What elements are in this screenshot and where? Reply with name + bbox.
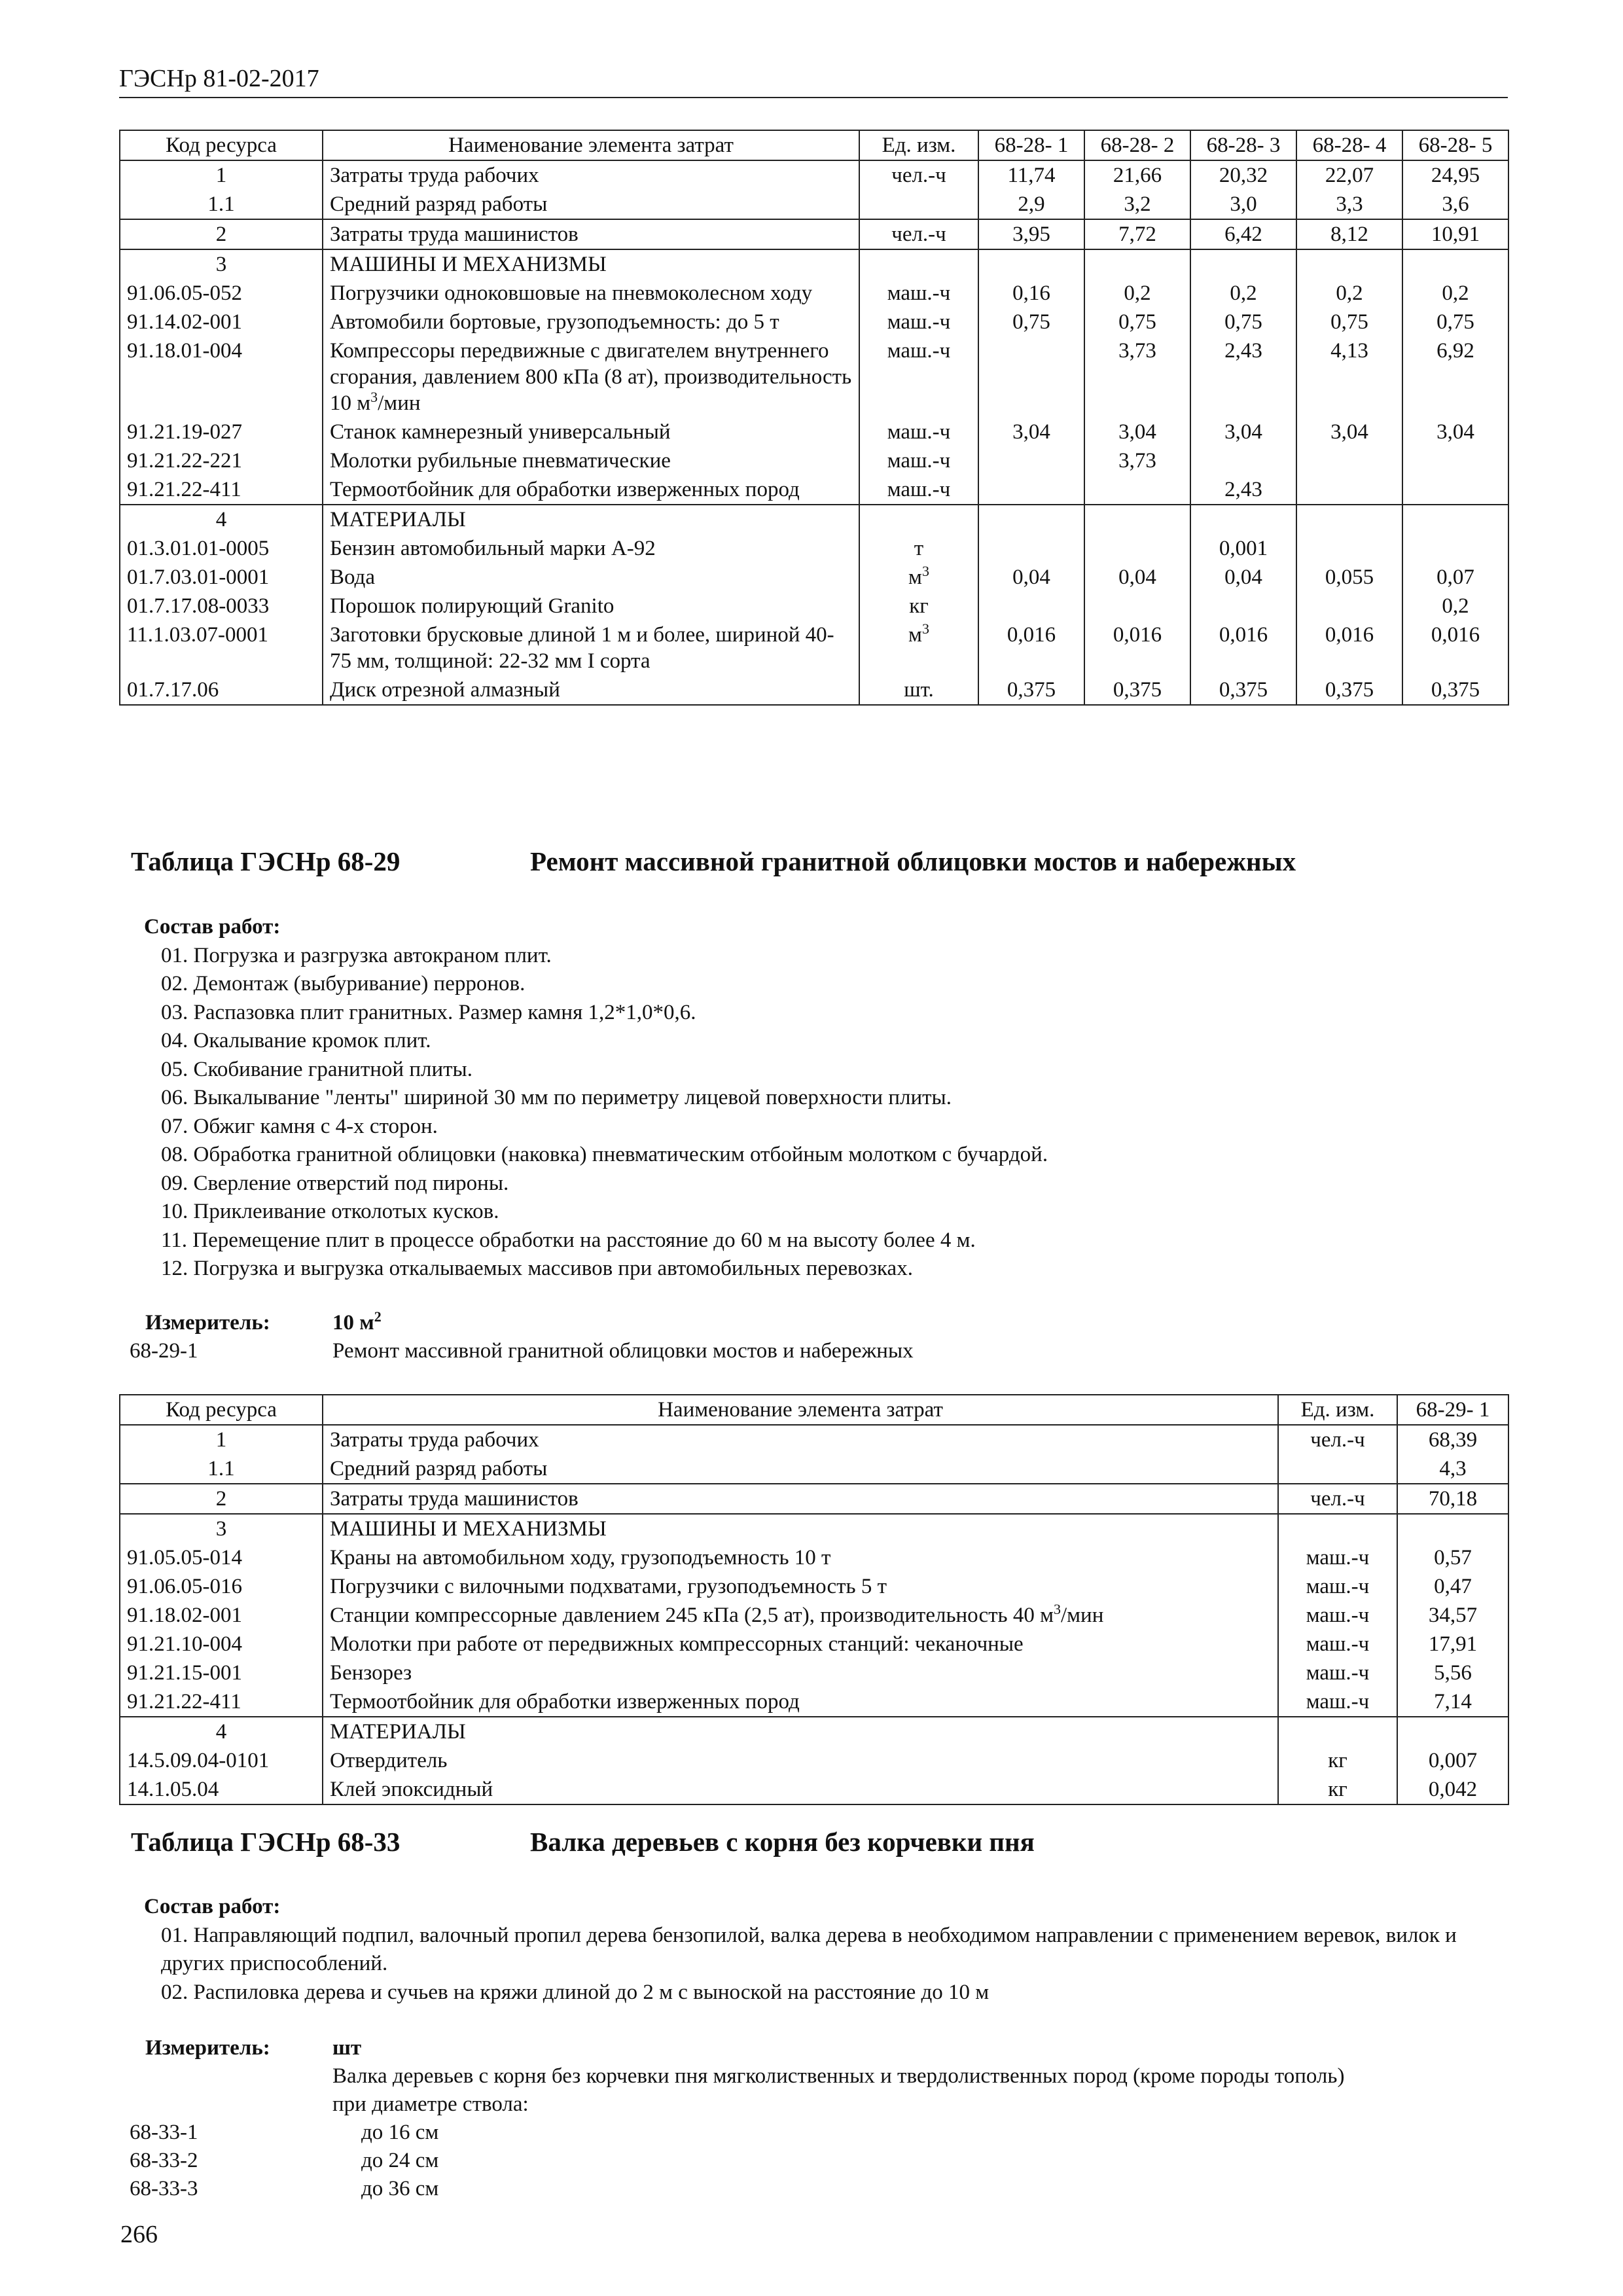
unit <box>859 505 978 534</box>
column-header: Наименование элемента затрат <box>323 1395 1278 1425</box>
norm-value: 2,9 <box>978 190 1084 219</box>
unit <box>859 249 978 279</box>
works-heading: Состав работ: <box>144 1895 281 1918</box>
unit <box>1278 1454 1397 1484</box>
norm-value: 0,016 <box>1190 620 1296 675</box>
meter-unit: 10 $м^2$ <box>332 1308 382 1335</box>
meter-block-68-29 <box>0 1309 1623 1368</box>
norm-value <box>1296 475 1402 505</box>
work-step: 02. Демонтаж (выбуривание) перронов. <box>161 972 526 996</box>
resource-code: 91.06.05-052 <box>120 279 323 308</box>
norm-value: 3,2 <box>1084 190 1190 219</box>
norm-value: 4,3 <box>1397 1454 1508 1484</box>
norm-value: 6,92 <box>1402 336 1508 418</box>
norm-value <box>1402 475 1508 505</box>
meter-block-68-33 <box>0 2034 1623 2204</box>
norm-value: 0,2 <box>1402 592 1508 620</box>
work-step: 10. Приклеивание отколотых кусков. <box>161 1200 499 1223</box>
table-row <box>120 336 1508 418</box>
cost-element-name: Средний разряд работы <box>323 190 859 219</box>
norm-value <box>1397 1717 1508 1746</box>
norm-value: 8,12 <box>1296 219 1402 249</box>
resource-code: 01.7.17.08-0033 <box>120 592 323 620</box>
norm-value <box>1084 475 1190 505</box>
cost-element-name: Порошок полирующий Granito <box>323 592 859 620</box>
norm-value <box>1402 249 1508 279</box>
resource-code: 1.1 <box>120 190 323 219</box>
cost-element-name: Погрузчики с вилочными подхватами, грузоподъемность 5 т <box>323 1572 1278 1601</box>
resource-table-68-29 <box>119 1394 1509 1805</box>
norm-value: 0,375 <box>1296 675 1402 705</box>
norm-description: до 16 см <box>361 2121 439 2144</box>
norm-value: 0,001 <box>1190 534 1296 563</box>
norm-value <box>1190 249 1296 279</box>
meter-unit: шт <box>332 2036 362 2060</box>
cost-element-name: МАТЕРИАЛЫ <box>323 505 859 534</box>
table-row <box>120 308 1508 336</box>
norm-value: 0,016 <box>1296 620 1402 675</box>
norm-value: 70,18 <box>1397 1484 1508 1514</box>
unit <box>1278 1514 1397 1543</box>
norm-value <box>1190 505 1296 534</box>
norm-intro-continued: при диаметре ствола: <box>332 2092 529 2116</box>
norm-value: 3,0 <box>1190 190 1296 219</box>
norm-intro: Валка деревьев с корня без корчевки пня мягколиственных и твердолиственных пород (кроме породы тополь) <box>332 2064 1345 2088</box>
norm-value: 0,2 <box>1402 279 1508 308</box>
table-row <box>120 475 1508 505</box>
norm-value: 0,2 <box>1296 279 1402 308</box>
norm-value: 21,66 <box>1084 160 1190 190</box>
work-step: 07. Обжиг камня с 4-х сторон. <box>161 1114 438 1138</box>
unit: чел.-ч <box>859 160 978 190</box>
norm-value: 5,56 <box>1397 1659 1508 1687</box>
unit: чел.-ч <box>859 219 978 249</box>
norm-value: 3,73 <box>1084 446 1190 475</box>
unit <box>859 190 978 219</box>
norm-value: 0,07 <box>1402 563 1508 592</box>
running-header <box>119 64 1508 98</box>
norm-value: 2,43 <box>1190 336 1296 418</box>
table-number: Таблица ГЭСНр 68-29 <box>131 846 401 876</box>
cost-element-name: Станок камнерезный универсальный <box>323 418 859 446</box>
resource-code: 91.14.02-001 <box>120 308 323 336</box>
norm-description: Ремонт массивной гранитной облицовки мостов и набережных <box>332 1339 914 1363</box>
unit: маш.-ч <box>859 336 978 418</box>
resource-code: 11.1.03.07-0001 <box>120 620 323 675</box>
norm-value <box>1190 592 1296 620</box>
column-header: 68-28- 3 <box>1190 130 1296 160</box>
cost-element-name: Диск отрезной алмазный <box>323 675 859 705</box>
section-title-68-29 <box>131 846 1296 877</box>
cost-element-name: Молотки рубильные пневматические <box>323 446 859 475</box>
unit: маш.-ч <box>859 446 978 475</box>
unit: чел.-ч <box>1278 1484 1397 1514</box>
resource-code: 01.7.03.01-0001 <box>120 563 323 592</box>
column-header: Наименование элемента затрат <box>323 130 859 160</box>
norm-value: 0,04 <box>1190 563 1296 592</box>
table-header-row <box>120 1395 1508 1425</box>
norm-value <box>1084 534 1190 563</box>
work-step: 12. Погрузка и выгрузка откалываемых массивов при автомобильных перевозках. <box>161 1257 913 1280</box>
norm-value: 3,73 <box>1084 336 1190 418</box>
resource-code: 91.21.22-411 <box>120 475 323 505</box>
table-number: Таблица ГЭСНр 68-33 <box>131 1827 401 1857</box>
norm-value <box>1190 446 1296 475</box>
norm-value: 3,95 <box>978 219 1084 249</box>
norm-value: 17,91 <box>1397 1630 1508 1659</box>
norm-value: 0,04 <box>1084 563 1190 592</box>
unit: $м^3$ <box>859 620 978 675</box>
column-header: Код ресурса <box>120 1395 323 1425</box>
norm-value: 0,016 <box>1084 620 1190 675</box>
norm-value: 0,2 <box>1190 279 1296 308</box>
norm-value: 0,75 <box>1402 308 1508 336</box>
resource-code: 1.1 <box>120 1454 323 1484</box>
unit: маш.-ч <box>859 475 978 505</box>
norm-value: 0,75 <box>1084 308 1190 336</box>
norm-code: 68-29-1 <box>130 1339 198 1363</box>
norm-value <box>1296 505 1402 534</box>
norm-value: 0,47 <box>1397 1572 1508 1601</box>
cost-element-name: Термоотбойник для обработки изверженных пород <box>323 1687 1278 1717</box>
cost-element-name: МАШИНЫ И МЕХАНИЗМЫ <box>323 249 859 279</box>
resource-code: 2 <box>120 1484 323 1514</box>
resource-code: 91.06.05-016 <box>120 1572 323 1601</box>
norm-value: 4,13 <box>1296 336 1402 418</box>
cost-element-name: МАТЕРИАЛЫ <box>323 1717 1278 1746</box>
cost-element-name: Затраты труда рабочих <box>323 160 859 190</box>
cost-element-name: Краны на автомобильном ходу, грузоподъемность 10 т <box>323 1543 1278 1572</box>
table-row <box>120 418 1508 446</box>
norm-value <box>1296 534 1402 563</box>
norm-description: до 24 см <box>361 2149 439 2172</box>
unit: кг <box>859 592 978 620</box>
table-row <box>120 1775 1508 1804</box>
cost-element-name: Отвердитель <box>323 1746 1278 1775</box>
work-step: 05. Скобивание гранитной плиты. <box>161 1057 473 1081</box>
resource-table-68-28 <box>119 130 1509 706</box>
norm-value: 22,07 <box>1296 160 1402 190</box>
table-row <box>120 1717 1508 1746</box>
table-title: Ремонт массивной гранитной облицовки мостов и набережных <box>530 846 1296 876</box>
norm-value <box>978 475 1084 505</box>
resource-code: 91.21.22-411 <box>120 1687 323 1717</box>
cost-element-name: Термоотбойник для обработки изверженных пород <box>323 475 859 505</box>
resource-code: 4 <box>120 505 323 534</box>
unit: маш.-ч <box>1278 1630 1397 1659</box>
table-row <box>120 1425 1508 1454</box>
norm-code: 68-33-3 <box>130 2177 198 2200</box>
cost-element-name: Затраты труда машинистов <box>323 1484 1278 1514</box>
norm-value: 7,14 <box>1397 1687 1508 1717</box>
column-header: Ед. изм. <box>859 130 978 160</box>
table-row <box>120 1659 1508 1687</box>
cost-element-name: Автомобили бортовые, грузоподъемность: до 5 т <box>323 308 859 336</box>
doc-code: ГЭСНр 81-02-2017 <box>119 65 319 92</box>
table-row <box>120 1454 1508 1484</box>
cost-element-name: Вода <box>323 563 859 592</box>
norm-value: 3,04 <box>1296 418 1402 446</box>
table-row <box>120 279 1508 308</box>
unit: кг <box>1278 1775 1397 1804</box>
norm-value <box>978 336 1084 418</box>
norm-value <box>978 446 1084 475</box>
resource-code: 91.18.01-004 <box>120 336 323 418</box>
norm-value: 0,75 <box>1296 308 1402 336</box>
unit: маш.-ч <box>859 308 978 336</box>
unit: $м^3$ <box>859 563 978 592</box>
table-row <box>120 1687 1508 1717</box>
column-header: 68-28- 1 <box>978 130 1084 160</box>
unit: маш.-ч <box>1278 1687 1397 1717</box>
norm-value <box>1084 592 1190 620</box>
unit: маш.-ч <box>859 279 978 308</box>
norm-value <box>1397 1514 1508 1543</box>
norm-value: 68,39 <box>1397 1425 1508 1454</box>
unit: шт. <box>859 675 978 705</box>
column-header: Код ресурса <box>120 130 323 160</box>
norm-value: 3,3 <box>1296 190 1402 219</box>
norm-code: 68-33-2 <box>130 2149 198 2172</box>
column-header: Ед. изм. <box>1278 1395 1397 1425</box>
norm-value: 0,055 <box>1296 563 1402 592</box>
work-step: 11. Перемещение плит в процессе обработки на расстояние до 60 м на высоту более 4 м. <box>161 1228 976 1252</box>
norm-value: 10,91 <box>1402 219 1508 249</box>
norm-value: 0,375 <box>1402 675 1508 705</box>
cost-element-name: МАШИНЫ И МЕХАНИЗМЫ <box>323 1514 1278 1543</box>
resource-code: 1 <box>120 1425 323 1454</box>
norm-value <box>978 592 1084 620</box>
table-row <box>120 534 1508 563</box>
cost-element-name: Затраты труда рабочих <box>323 1425 1278 1454</box>
column-header: 68-29- 1 <box>1397 1395 1508 1425</box>
section-title-68-33 <box>131 1826 1035 1857</box>
column-header: 68-28- 2 <box>1084 130 1190 160</box>
works-list-68-33 <box>145 1893 1489 2007</box>
works-list-68-29 <box>145 913 1048 1283</box>
work-step: 02. Распиловка дерева и сучьев на кряжи длиной до 2 м с выноской на расстояние до 10 м <box>161 1980 990 2004</box>
norm-value: 0,042 <box>1397 1775 1508 1804</box>
meter-label: Измеритель: <box>145 2036 270 2060</box>
work-step: 06. Выкалывание "ленты" шириной 30 мм по периметру лицевой поверхности плиты. <box>161 1086 952 1109</box>
cost-element-name: Затраты труда машинистов <box>323 219 859 249</box>
norm-value: 0,016 <box>1402 620 1508 675</box>
page-number: 266 <box>120 2221 158 2248</box>
cost-element-name: Станции компрессорные давлением 245 кПа (2,5 ат), производительность 40 $м^3$/мин <box>323 1601 1278 1630</box>
norm-value <box>978 505 1084 534</box>
table-row <box>120 1514 1508 1543</box>
norm-value <box>1084 249 1190 279</box>
resource-code: 3 <box>120 1514 323 1543</box>
resource-code: 01.3.01.01-0005 <box>120 534 323 563</box>
norm-value <box>1296 592 1402 620</box>
norm-value <box>978 249 1084 279</box>
resource-code: 14.5.09.04-0101 <box>120 1746 323 1775</box>
unit: маш.-ч <box>1278 1659 1397 1687</box>
resource-code: 91.21.19-027 <box>120 418 323 446</box>
norm-value: 24,95 <box>1402 160 1508 190</box>
table-row <box>120 563 1508 592</box>
resource-code: 1 <box>120 160 323 190</box>
cost-element-name: Бензорез <box>323 1659 1278 1687</box>
resource-code: 2 <box>120 219 323 249</box>
table-row <box>120 1601 1508 1630</box>
table-row <box>120 620 1508 675</box>
work-step: 09. Сверление отверстий под пироны. <box>161 1171 509 1195</box>
table-row <box>120 505 1508 534</box>
norm-value: 0,57 <box>1397 1543 1508 1572</box>
norm-value <box>1084 505 1190 534</box>
norm-value: 7,72 <box>1084 219 1190 249</box>
unit: кг <box>1278 1746 1397 1775</box>
norm-value: 0,2 <box>1084 279 1190 308</box>
column-header: 68-28- 4 <box>1296 130 1402 160</box>
norm-description: до 36 см <box>361 2177 439 2200</box>
norm-value: 3,04 <box>978 418 1084 446</box>
norm-value <box>1296 446 1402 475</box>
norm-value: 0,75 <box>978 308 1084 336</box>
norm-value <box>1402 446 1508 475</box>
cost-element-name: Клей эпоксидный <box>323 1775 1278 1804</box>
table-row <box>120 160 1508 190</box>
resource-code: 91.21.10-004 <box>120 1630 323 1659</box>
cost-element-name: Средний разряд работы <box>323 1454 1278 1484</box>
work-step: 08. Обработка гранитной облицовки (наковка) пневматическим отбойным молотком с бучардой. <box>161 1143 1048 1166</box>
unit: маш.-ч <box>1278 1601 1397 1630</box>
norm-value: 0,16 <box>978 279 1084 308</box>
table-title: Валка деревьев с корня без корчевки пня <box>530 1827 1035 1857</box>
unit: чел.-ч <box>1278 1425 1397 1454</box>
norm-value <box>1296 249 1402 279</box>
resource-code: 91.18.02-001 <box>120 1601 323 1630</box>
cost-element-name: Молотки при работе от передвижных компрессорных станций: чеканочные <box>323 1630 1278 1659</box>
work-step: 04. Окалывание кромок плит. <box>161 1029 431 1052</box>
unit: маш.-ч <box>859 418 978 446</box>
norm-value: 3,04 <box>1084 418 1190 446</box>
table-row <box>120 592 1508 620</box>
resource-code: 14.1.05.04 <box>120 1775 323 1804</box>
resource-code: 91.21.22-221 <box>120 446 323 475</box>
table-row <box>120 1543 1508 1572</box>
norm-value: 3,04 <box>1190 418 1296 446</box>
norm-value <box>978 534 1084 563</box>
cost-element-name: Бензин автомобильный марки А-92 <box>323 534 859 563</box>
work-step: 01. Направляющий подпил, валочный пропил дерева бензопилой, валка дерева в необходимом направлении с применением веревок, вилок и других приспособлений. <box>161 1923 1457 1975</box>
cost-element-name: Компрессоры передвижные с двигателем внутреннего сгорания, давлением 800 кПа (8 ат), производительность 10 $м^3$/мин <box>323 336 859 418</box>
table-header-row <box>120 130 1508 160</box>
resource-code: 4 <box>120 1717 323 1746</box>
unit: маш.-ч <box>1278 1572 1397 1601</box>
table-row <box>120 1746 1508 1775</box>
cost-element-name: Заготовки брусковые длиной 1 м и более, шириной 40-75 мм, толщиной: 22-32 мм I сорта <box>323 620 859 675</box>
resource-code: 91.21.15-001 <box>120 1659 323 1687</box>
table-row <box>120 446 1508 475</box>
norm-value: 0,375 <box>1084 675 1190 705</box>
norm-value <box>1402 534 1508 563</box>
norm-value: 0,04 <box>978 563 1084 592</box>
norm-value: 0,375 <box>1190 675 1296 705</box>
norm-value: 2,43 <box>1190 475 1296 505</box>
unit: маш.-ч <box>1278 1543 1397 1572</box>
table-row <box>120 675 1508 705</box>
norm-value: 34,57 <box>1397 1601 1508 1630</box>
norm-value: 0,75 <box>1190 308 1296 336</box>
column-header: 68-28- 5 <box>1402 130 1508 160</box>
table-row <box>120 190 1508 219</box>
norm-value: 3,04 <box>1402 418 1508 446</box>
unit: т <box>859 534 978 563</box>
unit <box>1278 1717 1397 1746</box>
norm-value: 3,6 <box>1402 190 1508 219</box>
table-row <box>120 1484 1508 1514</box>
norm-value: 20,32 <box>1190 160 1296 190</box>
resource-code: 91.05.05-014 <box>120 1543 323 1572</box>
cost-element-name: Погрузчики одноковшовые на пневмоколесном ходу <box>323 279 859 308</box>
meter-label: Измеритель: <box>145 1311 270 1335</box>
works-heading: Состав работ: <box>144 915 281 939</box>
norm-value: 0,375 <box>978 675 1084 705</box>
resource-code: 01.7.17.06 <box>120 675 323 705</box>
norm-value: 6,42 <box>1190 219 1296 249</box>
resource-code: 3 <box>120 249 323 279</box>
table-row <box>120 1630 1508 1659</box>
norm-value: 0,007 <box>1397 1746 1508 1775</box>
norm-code: 68-33-1 <box>130 2121 198 2144</box>
table-row <box>120 219 1508 249</box>
norm-value: 11,74 <box>978 160 1084 190</box>
norm-value: 0,016 <box>978 620 1084 675</box>
work-step: 01. Погрузка и разгрузка автокраном плит. <box>161 943 552 967</box>
table-row <box>120 249 1508 279</box>
norm-value <box>1402 505 1508 534</box>
table-row <box>120 1572 1508 1601</box>
work-step: 03. Распазовка плит гранитных. Размер камня 1,2*1,0*0,6. <box>161 1000 696 1024</box>
